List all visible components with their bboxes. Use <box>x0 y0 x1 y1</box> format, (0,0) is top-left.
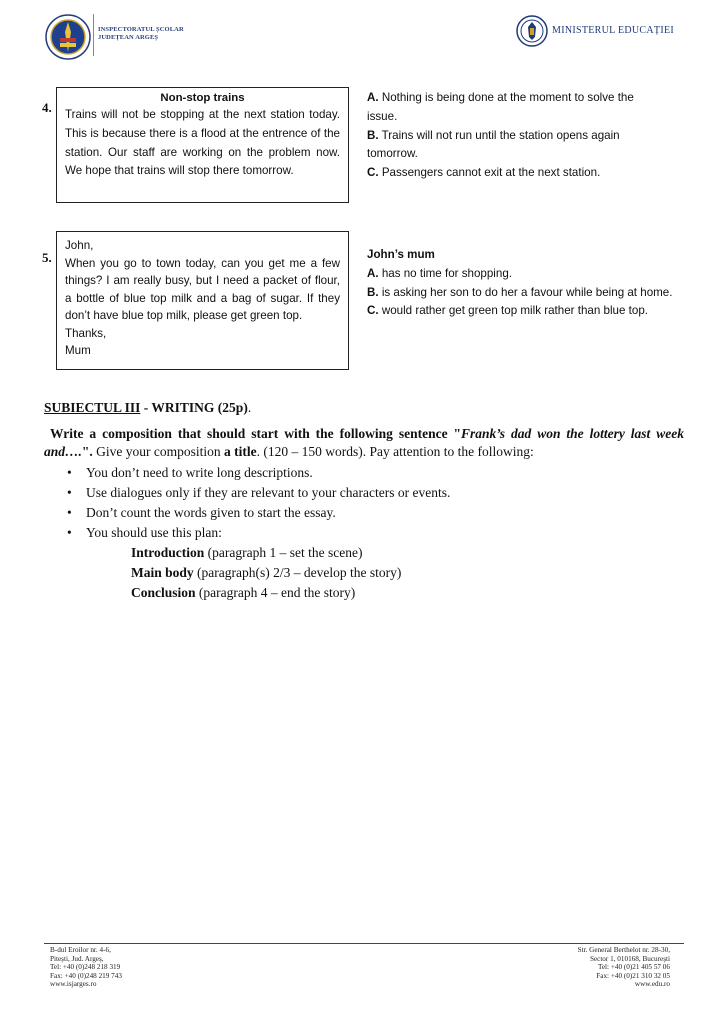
writing-bullet-2: • Use dialogues only if they are relevant to your characters or events. <box>86 484 646 502</box>
plan-conclusion: Conclusion (paragraph 4 – end the story) <box>131 585 356 600</box>
writing-instructions: Write a composition that should start with the following sentence "Frank’s dad won the lottery last week and….". Give your composition a title. (120 – 150 words). Pay attention to the following: <box>44 426 685 459</box>
item-5-greeting: John, <box>65 239 94 252</box>
footer-left-fax: Fax: +40 (0)248 219 743 <box>50 971 122 980</box>
footer-right-line: Sector 1, 010168, București <box>589 954 670 963</box>
footer-right-phone: Tel: +40 (0)21 405 57 06 <box>597 963 670 972</box>
isj-name-line1: INSPECTORATUL ȘCOLAR <box>98 26 184 33</box>
item-4-options <box>367 89 667 183</box>
item-5-question: John’s mum <box>367 248 435 261</box>
item-5-option-c: C. would rather get green top milk rather than blue top. <box>367 304 648 318</box>
writing-bullet-4: • You should use this plan: <box>86 524 646 542</box>
item-5-option-a: A. has no time for shopping. <box>367 266 513 280</box>
header-divider <box>93 14 94 56</box>
writing-section-heading: SUBIECTUL III - WRITING (25p). <box>44 400 252 415</box>
footer-left-phone: Tel: +40 (0)248 218 319 <box>50 963 121 972</box>
footer-divider <box>44 943 684 944</box>
footer-left-line: Pitești, Jud. Argeș, <box>50 954 104 963</box>
footer-left-address <box>50 946 122 989</box>
footer-right-website: www.edu.ro <box>634 980 670 989</box>
ministry-crest-logo <box>516 15 548 47</box>
isj-arges-logo <box>45 14 91 60</box>
item-5-closing-thanks: Thanks, <box>65 326 107 340</box>
isj-name-line2: JUDEȚEAN ARGEȘ <box>98 34 159 41</box>
writing-bullet-1: • You don’t need to write long descriptions. <box>86 464 646 482</box>
item-5-number: 5. <box>42 250 52 265</box>
footer-right-fax: Fax: +40 (0)21 310 32 05 <box>596 971 670 980</box>
item-4-number: 4. <box>42 100 52 115</box>
footer-right-line: Str. General Berthelot nr. 28-30, <box>577 946 670 954</box>
ministry-name: MINISTERUL EDUCAȚIEI <box>552 25 675 36</box>
item-4-option-b: B. Trains will not run until the station opens again tomorrow. <box>367 128 620 161</box>
item-4-notice-box <box>56 87 349 203</box>
footer-right-address <box>520 946 670 989</box>
item-4-option-a: A. Nothing is being done at the moment to solve the issue. <box>367 91 634 123</box>
item-5-option-b: B. is asking her son to do her a favour while being at home. <box>367 285 673 299</box>
item-5-options <box>367 246 679 321</box>
item-5-closing-signature: Mum <box>65 344 91 357</box>
writing-bullet-3: • Don’t count the words given to start the essay. <box>86 504 646 522</box>
footer-left-line: B-dul Eroilor nr. 4-6, <box>50 946 111 954</box>
item-5-note-text: When you go to town today, can you get me a few things? I am really busy, but I need a packet of flour, a bottle of blue top milk and a bag of sugar. If they don’t have blue top milk, please get green top. <box>65 256 340 322</box>
item-4-notice-text: Trains will not be stopping at the next station today. This is because there is a flood at the entrence of the station. Our staff are working on the problem now. We hope that trains will stop there tomorrow. <box>65 108 340 178</box>
item-5-note-box <box>56 231 349 370</box>
item-4-option-c: C. Passengers cannot exit at the next station. <box>367 166 601 180</box>
plan-introduction: Introduction (paragraph 1 – set the scene) <box>131 545 363 560</box>
footer-left-website: www.isjarges.ro <box>50 980 97 989</box>
plan-main-body: Main body (paragraph(s) 2/3 – develop the story) <box>131 565 402 580</box>
item-4-notice-title: Non-stop trains <box>160 92 245 104</box>
isj-arges-name <box>98 26 184 42</box>
